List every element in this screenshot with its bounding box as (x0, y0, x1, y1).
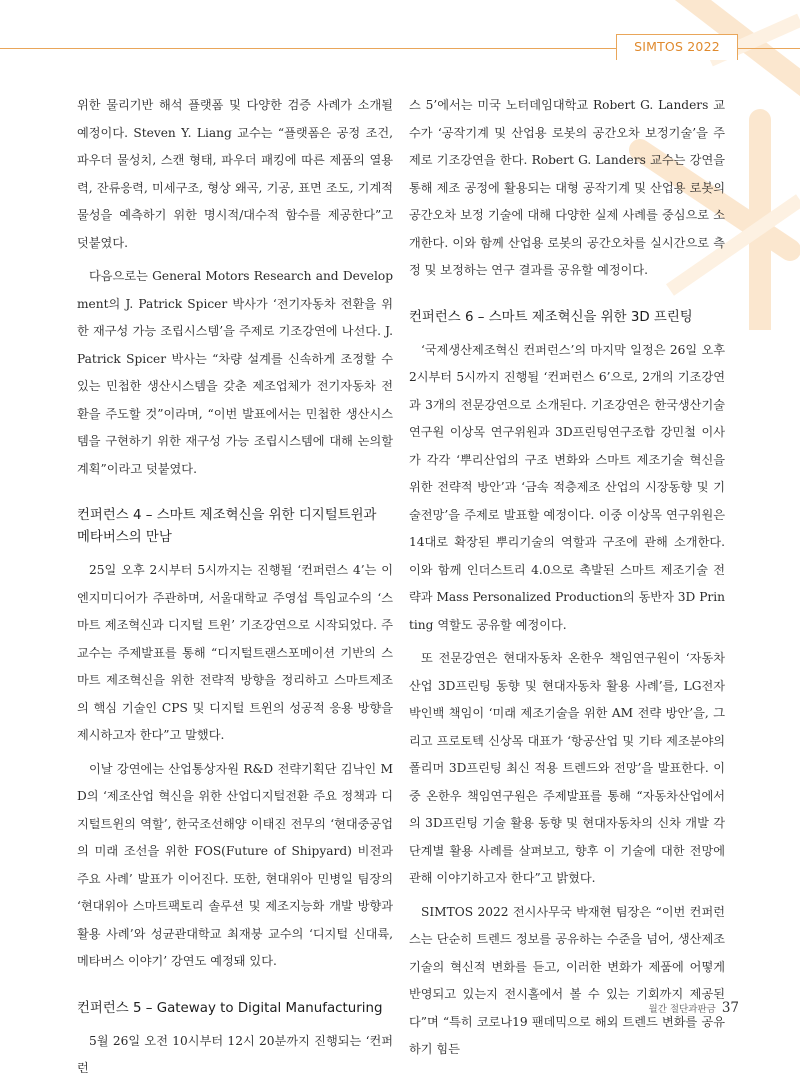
subheading-conference-5: 컨퍼런스 5 – Gateway to Digital Manufacturing (77, 1000, 383, 1016)
paragraph: 이날 강연에는 산업통상자원 R&D 전략기획단 김낙인 MD의 ‘제조산업 혁신을 위한 산업디지털전환 주요 정책과 디지털트윈의 역할’, 한국조선해양 이태진 전무의 ‘현대중공업의 미래 조선을 위한 FOS(Future of Shipyard) 비전과 주요 사례’ 발표가 이어진다. 또한, 현대위아 민병일 팀장의 ‘현대위아 스마트팩토리 솔루션 및 제조지능화 개발 방향과 활용 사례’와 성균관대학교 최재붕 교수의 ‘디지털 신대륙, 메타버스 이야기’ 강연도 예정돼 있다. (77, 761, 393, 968)
paragraph: 25일 오후 2시부터 5시까지는 진행될 ‘컨퍼런스 4’는 이엔지미디어가 주관하며, 서울대학교 주영섭 특임교수의 ‘스마트 제조혁신과 디지털 트윈’ 기조강연으로 시작되었다. 주 교수는 주제발표를 통해 “디지털트랜스포메이션 기반의 스마트 제조혁신을 위한 전략적 방향을 정리하고 스마트제조의 핵심 기술인 CPS 및 디지털 트윈의 성공적 응용 방향을 제시하고자 한다”고 말했다. (77, 563, 393, 742)
paragraph: 5월 26일 오전 10시부터 12시 20분까지 진행되는 ‘컨퍼런 (77, 1033, 393, 1075)
subheading-conference-6: 컨퍼런스 6 – 스마트 제조혁신을 위한 3D 프린팅 (409, 309, 693, 325)
page-number: 37 (721, 1000, 739, 1016)
subheading-conference-4: 컨퍼런스 4 – 스마트 제조혁신을 위한 디지털트윈과 메타버스의 만남 (77, 508, 377, 545)
section-title: SIMTOS 2022 (634, 39, 720, 54)
paragraph: 다음으로는 General Motors Research and Development의 J. Patrick Spicer 박사가 ‘전기자동차 전환을 위한 재구성 가능 조립시스템’을 주제로 기조강연에 나선다. J. Patrick Spicer 박사는 “차량 설계를 신속하게 조정할 수 있는 민첩한 생산시스템을 갖춘 제조업체가 전기자동차 전환을 주도할 것”이라며, “이번 발표에서는 민첩한 생산시스템을 구현하기 위한 재구성 가능 조립시스템에 대해 논의할 계획”이라고 덧붙였다. (77, 269, 393, 476)
left-column (77, 92, 393, 1089)
paragraph: ‘국제생산제조혁신 컨퍼런스’의 마지막 일정은 26일 오후 2시부터 5시까지 진행될 ‘컨퍼런스 6’으로, 2개의 기조강연과 3개의 전문강연으로 소개된다. 기조강연은 한국생산기술연구원 이상목 연구위원과 3D프린팅연구조합 강민철 이사가 각각 ‘뿌리산업의 구조 변화와 스마트 제조기술 혁신을 위한 전략적 방안’과 ‘금속 적층제조 산업의 시장동향 및 기술전망’을 주제로 발표할 예정이다. 이중 이상목 연구위원은 14대로 확장된 뿌리기술의 역할과 구조에 관해 소개한다. 이와 함께 인더스트리 4.0으로 촉발된 스마트 제조기술 전략과 Mass Personalized Production의 동반자 3D Printing 역할도 공유할 예정이다. (409, 342, 725, 632)
right-column (409, 92, 725, 1070)
page-footer (649, 1000, 739, 1016)
paragraph: 스 5’에서는 미국 노터데임대학교 Robert G. Landers 교수가 ‘공작기계 및 산업용 로봇의 공간오차 보정기술’을 주제로 기조강연을 한다. Robert G. Landers 교수는 강연을 통해 제조 공정에 활용되는 대형 공작기계 및 산업용 로봇의 공간오차 보정 기술에 대해 다양한 실제 사례를 중심으로 소개한다. 이와 함께 산업용 로봇의 공간오차를 실시간으로 측정 및 보정하는 연구 결과를 공유할 예정이다. (409, 98, 725, 277)
magazine-name: 월간 절단과판금 (648, 1004, 716, 1015)
paragraph: SIMTOS 2022 전시사무국 박재현 팀장은 “이번 컨퍼런스는 단순히 트렌드 정보를 공유하는 수준을 넘어, 생산제조기술의 혁신적 변화를 듣고, 이러한 변화가 제품에 어떻게 반영되고 있는지 전시홀에서 볼 수 있는 기회까지 제공된다”며 “특히 코로나19 팬데믹으로 해외 트렌드 변화를 공유하기 힘든 (409, 904, 725, 1056)
paragraph: 위한 물리기반 해석 플랫폼 및 다양한 검증 사례가 소개될 예정이다. Steven Y. Liang 교수는 “플랫폼은 공정 조건, 파우더 물성치, 스캔 형태, 파우더 패킹에 따른 제품의 열용력, 잔류응력, 미세구조, 형상 왜곡, 기공, 표면 조도, 기계적 물성을 예측하기 위한 명시적/대수적 함수를 제공한다”고 덧붙였다. (77, 98, 393, 250)
paragraph: 또 전문강연은 현대자동차 온한우 책임연구원이 ‘자동차산업 3D프린팅 동향 및 현대자동차 활용 사례’를, LG전자 박인백 책임이 ‘미래 제조기술을 위한 AM 전략 방안’을, 그리고 프로토텍 신상목 대표가 ‘항공산업 및 기타 제조분야의 폴리머 3D프린팅 최신 적용 트렌드와 전망’을 발표한다. 이중 온한우 책임연구원은 주제발표를 통해 “자동차산업에서의 3D프린팅 기술 활용 동향 및 현대자동차의 신차 개발 각 단계별 활용 사례를 살펴보고, 향후 이 기술에 대한 전망에 관해 이야기하고자 한다”고 밝혔다. (409, 651, 725, 885)
